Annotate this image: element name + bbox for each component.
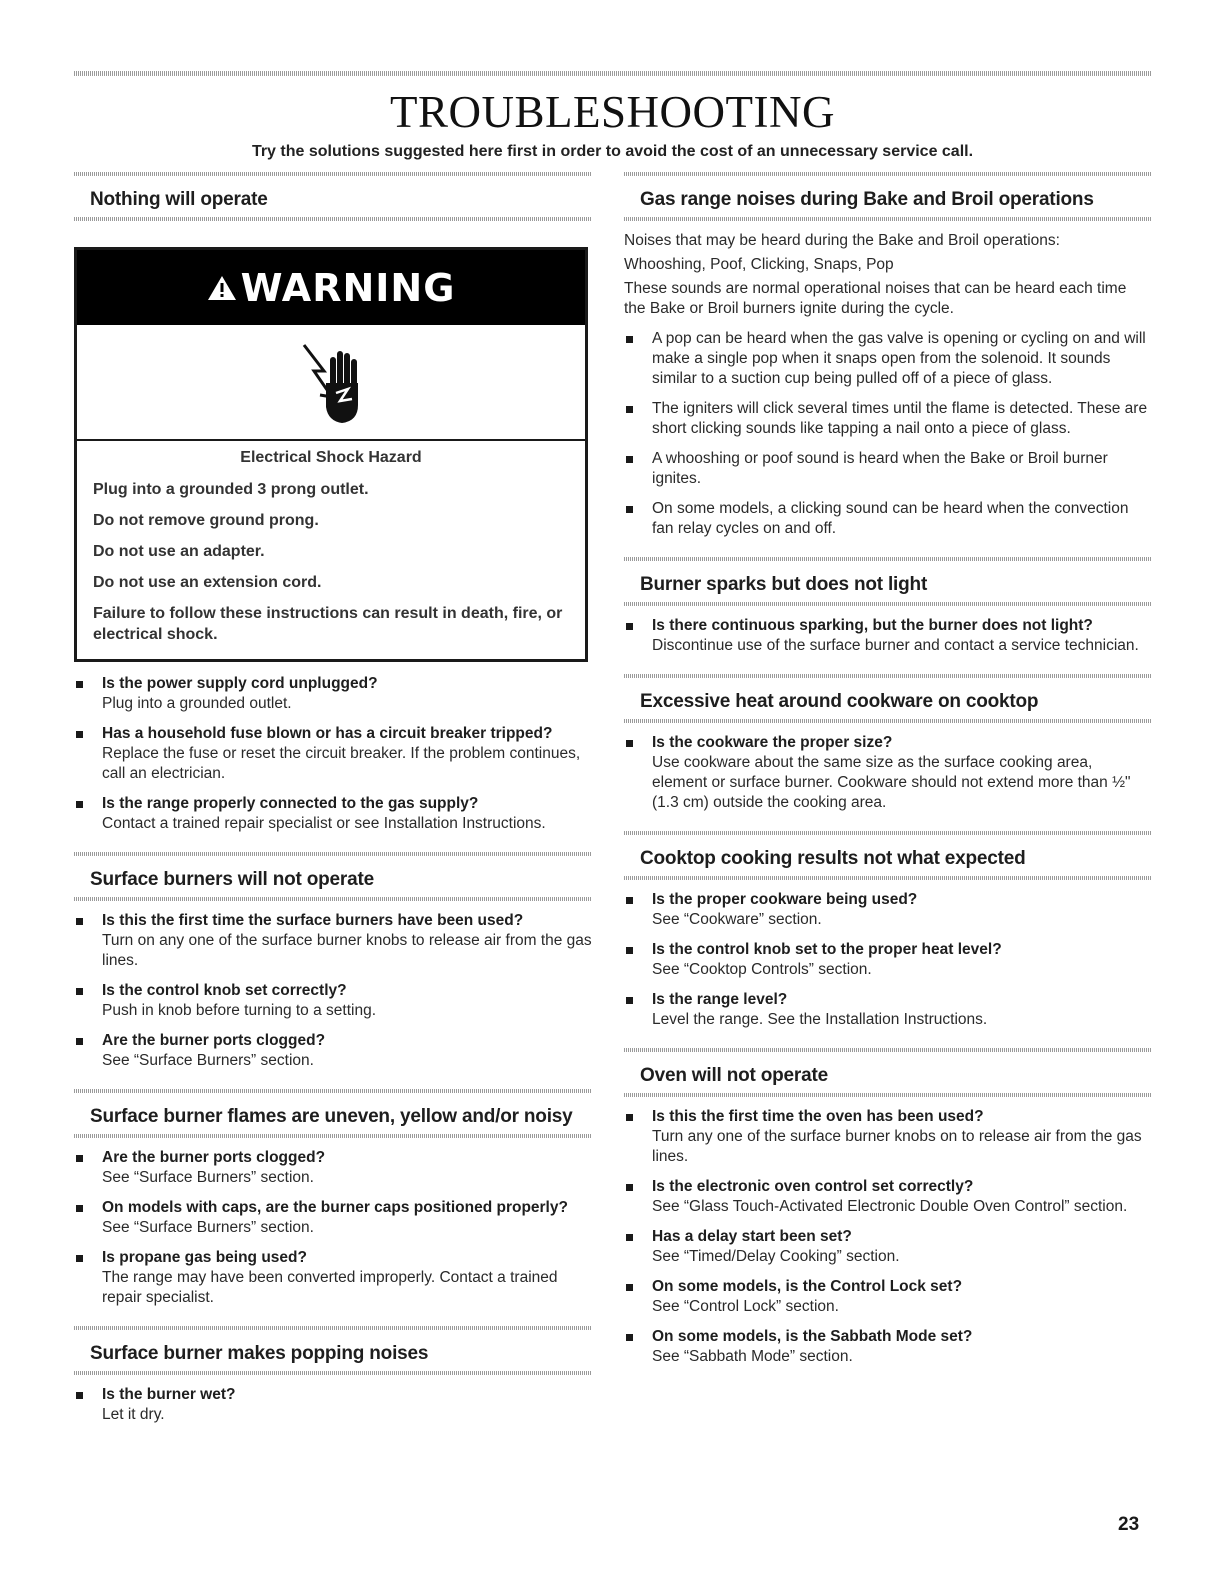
answer: See “Glass Touch-Activated Electronic Double Oven Control” section.: [652, 1198, 1128, 1215]
section-title: Cooktop cooking results not what expected: [640, 848, 1026, 869]
bullet-text: On some models, a clicking sound can be heard when the convection fan relay cycles on and off.: [652, 500, 1129, 537]
section-title: Burner sparks but does not light: [640, 574, 928, 595]
section-gas-range-noises: [624, 172, 1151, 221]
bullet-icon: [76, 1392, 83, 1399]
list-item: [624, 1177, 1151, 1217]
list-gas-range-noises: [624, 329, 1151, 539]
bullet-icon: [76, 988, 83, 995]
list-oven-will-not-operate: [624, 1107, 1151, 1367]
warning-triangle-icon: [207, 274, 237, 302]
answer: The range may have been converted improperly. Contact a trained repair specialist.: [102, 1269, 558, 1306]
list-item: [74, 1198, 592, 1238]
warning-line: Plug into a grounded 3 prong outlet.: [93, 481, 369, 498]
list-item: [624, 616, 1151, 656]
question: Are the burner ports clogged?: [102, 1149, 326, 1166]
bullet-icon: [626, 506, 633, 513]
list-item: [74, 1031, 592, 1071]
bullet-text: A pop can be heard when the gas valve is opening or cycling on and will make a single pop when it snaps open from the solenoid. It sounds similar to a suction cup being pulled off of a piece of glass.: [652, 330, 1146, 387]
answer: See “Cookware” section.: [652, 911, 822, 928]
list-item: [624, 329, 1151, 389]
list-item: [624, 890, 1151, 930]
section-cooktop-results: [624, 831, 1151, 880]
list-item: [74, 1148, 592, 1188]
page-number: 23: [1118, 1514, 1140, 1535]
answer: Plug into a grounded outlet.: [102, 695, 292, 712]
section-rule: [74, 1134, 592, 1138]
question: Is the electronic oven control set correctly?: [652, 1178, 974, 1195]
question: On models with caps, are the burner caps positioned properly?: [102, 1199, 568, 1216]
list-item: [74, 794, 592, 834]
answer: Turn any one of the surface burner knobs on to release air from the gas lines.: [652, 1128, 1142, 1165]
bullet-icon: [626, 740, 633, 747]
answer: See “Surface Burners” section.: [102, 1219, 314, 1236]
question: On some models, is the Sabbath Mode set?: [652, 1328, 973, 1345]
bullet-icon: [626, 336, 633, 343]
answer: Contact a trained repair specialist or see Installation Instructions.: [102, 815, 546, 832]
list-item: [624, 399, 1151, 439]
right-column: [624, 172, 1151, 1367]
list-excessive-heat: [624, 733, 1151, 813]
bullet-text: A whooshing or poof sound is heard when the Bake or Broil burner ignites.: [652, 450, 1108, 487]
answer: Replace the fuse or reset the circuit breaker. If the problem continues, call an electrician.: [102, 745, 581, 782]
section-title: Surface burner flames are uneven, yellow and/or noisy: [90, 1106, 573, 1127]
section-rule: [624, 602, 1151, 606]
section-popping-noises: [74, 1326, 592, 1375]
question: Are the burner ports clogged?: [102, 1032, 326, 1049]
section-nothing-will-operate: [74, 172, 592, 221]
question: Is the power supply cord unplugged?: [102, 675, 378, 692]
list-item: [74, 674, 592, 714]
list-item: [624, 1107, 1151, 1167]
list-surface-burners: [74, 911, 592, 1071]
section-oven-will-not-operate: [624, 1048, 1151, 1097]
bullet-icon: [626, 1284, 633, 1291]
bullet-icon: [76, 1205, 83, 1212]
bullet-icon: [76, 918, 83, 925]
question: Is the control knob set correctly?: [102, 982, 347, 999]
bullet-icon: [76, 1038, 83, 1045]
left-column: [74, 172, 592, 1425]
section-surface-burners-will-not-operate: [74, 852, 592, 901]
list-item: [74, 1248, 592, 1308]
warning-box: [74, 247, 588, 662]
question: Is the range level?: [652, 991, 788, 1008]
bullet-icon: [626, 623, 633, 630]
warning-line: Do not use an extension cord.: [93, 574, 322, 591]
section-title: Excessive heat around cookware on cooktop: [640, 691, 1039, 712]
bullet-icon: [626, 1334, 633, 1341]
list-burner-sparks: [624, 616, 1151, 656]
question: Is the burner wet?: [102, 1386, 236, 1403]
section-excessive-heat: [624, 674, 1151, 723]
list-item: [624, 499, 1151, 539]
bullet-icon: [626, 897, 633, 904]
top-rule: [74, 71, 1151, 76]
list-item: [624, 1227, 1151, 1267]
section-rule: [624, 719, 1151, 723]
section-rule: [624, 876, 1151, 880]
bullet-icon: [626, 456, 633, 463]
warning-line: Do not remove ground prong.: [93, 512, 319, 529]
bullet-icon: [76, 731, 83, 738]
warning-hazard: Electrical Shock Hazard: [240, 449, 422, 466]
question: Is the cookware the proper size?: [652, 734, 893, 751]
list-item: [624, 1327, 1151, 1367]
list-item: [74, 1385, 592, 1425]
list-item: [624, 733, 1151, 813]
bullet-icon: [626, 1234, 633, 1241]
warning-line: Do not use an adapter.: [93, 543, 265, 560]
answer: Push in knob before turning to a setting.: [102, 1002, 377, 1019]
section-title: Oven will not operate: [640, 1065, 828, 1086]
bullet-icon: [626, 406, 633, 413]
answer: See “Cooktop Controls” section.: [652, 961, 872, 978]
bullet-icon: [626, 947, 633, 954]
answer: See “Sabbath Mode” section.: [652, 1348, 853, 1365]
bullet-icon: [626, 997, 633, 1004]
section-rule: [624, 1093, 1151, 1097]
section-title: Nothing will operate: [90, 189, 268, 210]
warning-line: Failure to follow these instructions can result in death, fire, or electrical shock.: [93, 605, 563, 643]
warning-icon-area: [77, 325, 585, 441]
section-rule: [624, 217, 1151, 221]
warning-text: [77, 441, 585, 659]
answer: See “Timed/Delay Cooking” section.: [652, 1248, 900, 1265]
electrical-shock-hand-icon: [296, 337, 366, 427]
answer: Level the range. See the Installation Instructions.: [652, 1011, 988, 1028]
section-rule: [74, 1371, 592, 1375]
answer: Let it dry.: [102, 1406, 165, 1423]
section-rule: [74, 897, 592, 901]
bullet-icon: [626, 1184, 633, 1191]
section-title: Surface burners will not operate: [90, 869, 374, 890]
section-title: Gas range noises during Bake and Broil operations: [640, 189, 1094, 210]
question: Is this the first time the oven has been used?: [652, 1108, 984, 1125]
list-cooktop-results: [624, 890, 1151, 1030]
question: Is propane gas being used?: [102, 1249, 307, 1266]
list-item: [624, 449, 1151, 489]
answer: See “Surface Burners” section.: [102, 1169, 314, 1186]
warning-banner: [77, 250, 585, 325]
question: Is the range properly connected to the gas supply?: [102, 795, 479, 812]
answer: Use cookware about the same size as the surface cooking area, element or surface burner. Cookware should not extend more than ½" (1.3 cm) outside the cooking area.: [652, 754, 1131, 811]
bullet-icon: [76, 1255, 83, 1262]
list-nothing-will-operate: [74, 674, 592, 834]
question: Is the proper cookware being used?: [652, 891, 918, 908]
question: Is there continuous sparking, but the burner does not light?: [652, 617, 1093, 634]
question: On some models, is the Control Lock set?: [652, 1278, 963, 1295]
question: Is the control knob set to the proper heat level?: [652, 941, 1002, 958]
bullet-icon: [76, 1155, 83, 1162]
question: Has a delay start been set?: [652, 1228, 852, 1245]
answer: See “Surface Burners” section.: [102, 1052, 314, 1069]
paragraph: Noises that may be heard during the Bake and Broil operations:: [624, 232, 1060, 249]
page-title: TROUBLESHOOTING: [390, 87, 835, 137]
bullet-text: The igniters will click several times until the flame is detected. These are short clicking sounds like tapping a nail onto a piece of glass.: [652, 400, 1148, 437]
section-title: Surface burner makes popping noises: [90, 1343, 429, 1364]
paragraph: Whooshing, Poof, Clicking, Snaps, Pop: [624, 256, 894, 273]
question: Has a household fuse blown or has a circuit breaker tripped?: [102, 725, 553, 742]
paragraph: These sounds are normal operational noises that can be heard each time the Bake or Broil burners ignite during the cycle.: [624, 280, 1127, 317]
bullet-icon: [626, 1114, 633, 1121]
section-burner-sparks: [624, 557, 1151, 606]
bullet-icon: [76, 681, 83, 688]
list-item: [624, 1277, 1151, 1317]
bullet-icon: [76, 801, 83, 808]
answer: Turn on any one of the surface burner knobs to release air from the gas lines.: [102, 932, 592, 969]
section-rule: [74, 217, 592, 221]
warning-label: WARNING: [240, 265, 456, 310]
answer: See “Control Lock” section.: [652, 1298, 839, 1315]
list-item: [74, 981, 592, 1021]
list-item: [74, 911, 592, 971]
question: Is this the first time the surface burners have been used?: [102, 912, 524, 929]
list-item: [74, 724, 592, 784]
list-popping-noises: [74, 1385, 592, 1425]
list-item: [624, 940, 1151, 980]
list-item: [624, 990, 1151, 1030]
answer: Discontinue use of the surface burner and contact a service technician.: [652, 637, 1139, 654]
page-subtitle: Try the solutions suggested here first in order to avoid the cost of an unnecessary service call.: [251, 143, 974, 160]
list-surface-burner-flames: [74, 1148, 592, 1308]
section-surface-burner-flames: [74, 1089, 592, 1138]
